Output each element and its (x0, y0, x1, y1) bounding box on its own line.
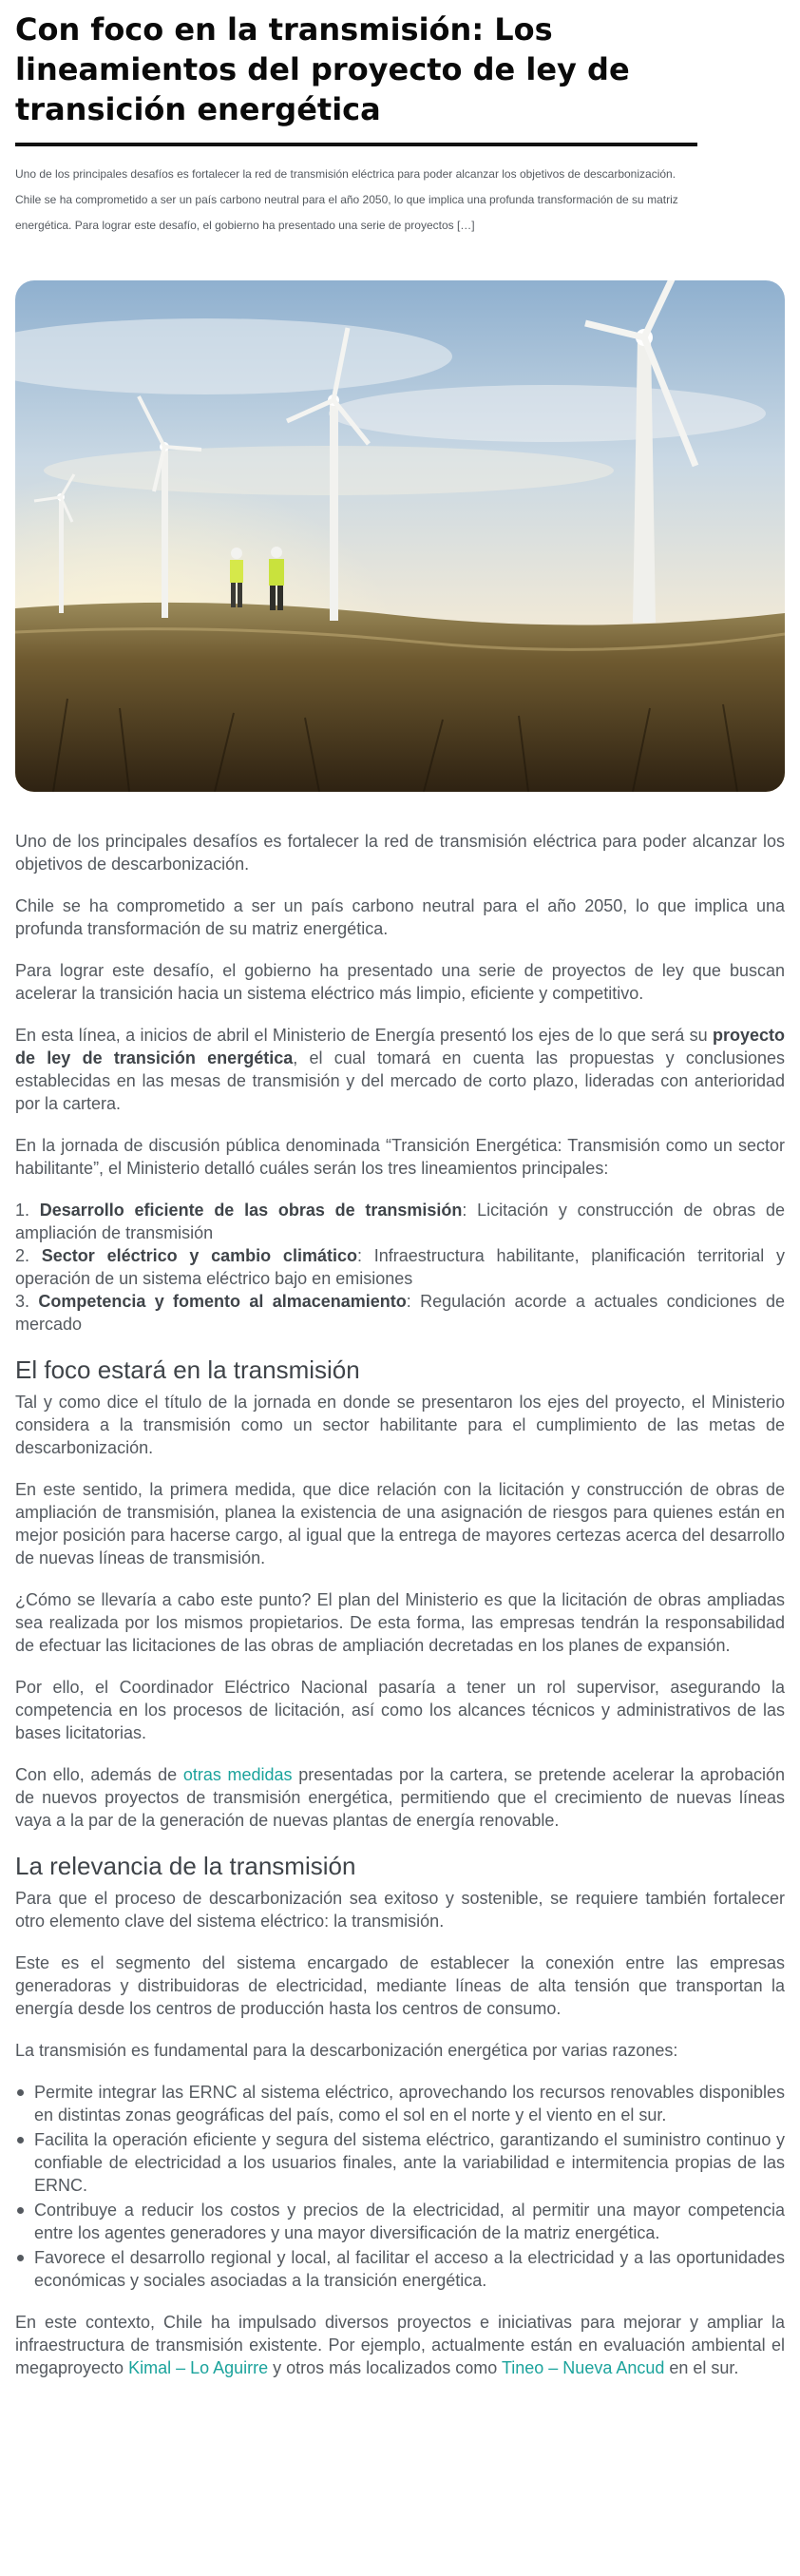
paragraph: La transmisión es fundamental para la descarbonización energética por varias razones: (15, 2041, 678, 2060)
text-run: y otros más localizados como (268, 2358, 502, 2377)
list-item: Facilita la operación eficiente y segura del sistema eléctrico, garantizando el suministro continuo y confiable de electricidad a los usuarios finales, ante la variabilidad e intermitencia propias de las ERNC. (15, 2128, 785, 2197)
paragraph: Tal y como dice el título de la jornada en donde se presentaron los ejes del proyecto, el Ministerio considera a la transmisión como un sector habilitante para el cumplimiento de las metas de descarbonización. (15, 1393, 785, 1457)
text-run: : Regulación acorde a actuales condiciones de mercado (15, 1292, 785, 1334)
bold-text: Sector eléctrico y cambio climático (41, 1246, 357, 1265)
paragraph: En este sentido, la primera medida, que dice relación con la licitación y construcción de obras de ampliación de transmisión, planea la existencia de una asignación de riesgos para quienes están en mejor posición para hacerse cargo, al igual que la entrega de mayores certezas acerca del desarrollo de nuevas líneas de transmisión. (15, 1480, 785, 1567)
text-run: Con ello, además de (15, 1765, 183, 1784)
paragraph: En la jornada de discusión pública denominada “Transición Energética: Transmisión como un sector habilitante”, el Ministerio detalló cuáles serán los tres lineamientos principales: (15, 1136, 785, 1178)
text-run: En este contexto, Chile ha impulsado diversos proyectos e iniciativas para mejorar y ampliar la infraestructura de transmisión existente. Por ejemplo, actualmente están en evaluación ambiental el megaproyecto (15, 2313, 785, 2377)
item-number: 3. (15, 1292, 39, 1311)
item-number: 2. (15, 1246, 42, 1265)
reasons-list (15, 2081, 785, 2292)
section-heading: La relevancia de la transmisión (15, 1852, 356, 1880)
article-title: Con foco en la transmisión: Los lineamientos del proyecto de ley de transición energética (15, 11, 630, 127)
paragraph (15, 2311, 785, 2379)
text-run: en el sur. (664, 2358, 739, 2377)
title-divider (15, 143, 697, 146)
bold-text: proyecto de ley de transición energética (15, 1026, 785, 1067)
list-item: Permite integrar las ERNC al sistema eléctrico, aprovechando los recursos renovables disponibles en distintas zonas geográficas del país, como el sol en el norte y el viento en el sur. (15, 2081, 785, 2126)
item-number: 1. (15, 1201, 40, 1220)
paragraph: Para que el proceso de descarbonización sea exitoso y sostenible, se requiere también fortalecer otro elemento clave del sistema eléctrico: la transmisión. (15, 1889, 785, 1931)
article-body (15, 830, 785, 2379)
list-item (15, 1290, 785, 1336)
bold-text: Desarrollo eficiente de las obras de transmisión (39, 1201, 463, 1220)
list-item (15, 1199, 785, 1244)
paragraph: ¿Cómo se llevaría a cabo este punto? El plan del Ministerio es que la licitación de obras ampliadas sea realizada por los mismos propietarios. De esta forma, las empresas tendrán la responsabilidad de efectuar las licitaciones de las obras de ampliación decretadas en los planes de expansión. (15, 1590, 785, 1655)
list-item: Contribuye a reducir los costos y precios de la electricidad, al permitir una mayor competencia entre los agentes generadores y una mayor diversificación de la matriz energética. (15, 2199, 785, 2244)
text-run: : Licitación y construcción de obras de ampliación de transmisión (15, 1201, 785, 1242)
wind-turbines-illustration (15, 280, 785, 792)
bold-text: Competencia y fomento al almacenamiento (38, 1292, 407, 1311)
article-excerpt: Uno de los principales desafíos es fortalecer la red de transmisión eléctrica para poder alcanzar los objetivos de descarbonización. Chile se ha comprometido a ser un país carbono neutral para el año 2050, lo que implica una profunda transformación de su matriz energética. Para lograr este desafío, el gobierno ha presentado una serie de proyectos […] (15, 167, 678, 232)
lineamientos-list (15, 1199, 785, 1336)
paragraph: Por ello, el Coordinador Eléctrico Nacional pasaría a tener un rol supervisor, asegurando la competencia en los procesos de licitación, así como los alcances técnicos y administrativos de las bases licitatorias. (15, 1678, 785, 1742)
paragraph (15, 1024, 785, 1115)
list-item (15, 1244, 785, 1290)
text-run: En esta línea, a inicios de abril el Ministerio de Energía presentó los ejes de lo que será su (15, 1026, 713, 1045)
list-item: Favorece el desarrollo regional y local, al facilitar el acceso a la electricidad y a las oportunidades económicas y sociales asociadas a la transición energética. (15, 2246, 785, 2292)
kimal-lo-aguirre-link[interactable]: Kimal – Lo Aguirre (128, 2358, 269, 2377)
paragraph (15, 1763, 785, 1832)
text-run: , el cual tomará en cuenta las propuestas y conclusiones establecidas en las mesas de transmisión y del mercado de corto plazo, lideradas con anterioridad por la cartera. (15, 1048, 785, 1113)
paragraph: Para lograr este desafío, el gobierno ha presentado una serie de proyectos de ley que buscan acelerar la transición hacia un sistema eléctrico más limpio, eficiente y competitivo. (15, 961, 785, 1003)
tineo-nueva-ancud-link[interactable]: Tineo – Nueva Ancud (501, 2358, 665, 2377)
paragraph: Uno de los principales desafíos es fortalecer la red de transmisión eléctrica para poder alcanzar los objetivos de descarbonización. (15, 832, 785, 874)
otras-medidas-link[interactable]: otras medidas (182, 1765, 293, 1784)
section-heading: El foco estará en la transmisión (15, 1355, 360, 1384)
paragraph: Chile se ha comprometido a ser un país carbono neutral para el año 2050, lo que implica una profunda transformación de su matriz energética. (15, 896, 785, 938)
text-run: : Infraestructura habilitante, planificación territorial y operación de un sistema eléctrico bajo en emisiones (15, 1246, 785, 1288)
hero-image (15, 280, 785, 792)
text-run: presentadas por la cartera, se pretende acelerar la aprobación de nuevos proyectos de transmisión energética, permitiendo que el crecimiento de nuevas líneas vaya a la par de la generación de nuevas plantas de energía renovable. (15, 1765, 785, 1830)
paragraph: Este es el segmento del sistema encargado de establecer la conexión entre las empresas generadoras y distribuidoras de electricidad, mediante líneas de alta tensión que transportan la energía desde los centros de producción hasta los centros de consumo. (15, 1953, 785, 2018)
